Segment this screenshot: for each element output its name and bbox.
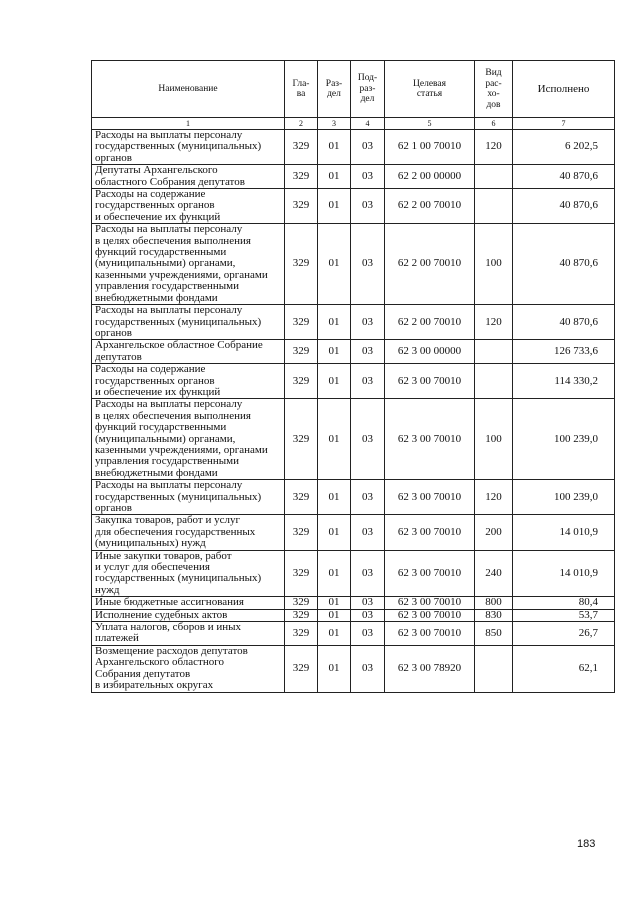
- row-subsection-cell: 03: [351, 165, 385, 189]
- row-subsection-cell: 03: [351, 224, 385, 305]
- row-chapter-cell: 329: [285, 622, 318, 646]
- row-expense-type-cell: [475, 645, 513, 692]
- row-name-cell: Уплата налогов, сборов и иных платежей: [92, 622, 285, 646]
- row-chapter-cell: 329: [285, 597, 318, 609]
- table-row: [92, 550, 615, 597]
- row-section-cell: 01: [318, 305, 351, 340]
- row-expense-type-cell: [475, 165, 513, 189]
- row-subsection-cell: 03: [351, 305, 385, 340]
- row-section-cell: 01: [318, 165, 351, 189]
- header-executed: Исполнено: [513, 61, 615, 118]
- row-name-cell: Расходы на содержание государственных органов и обеспечение их функций: [92, 364, 285, 399]
- row-executed-cell: 40 870,6: [513, 165, 615, 189]
- row-target-cell: 62 1 00 70010: [385, 130, 475, 165]
- row-expense-type-cell: 120: [475, 480, 513, 515]
- column-index: 1: [92, 118, 285, 130]
- row-expense-type-cell: [475, 364, 513, 399]
- row-chapter-cell: 329: [285, 165, 318, 189]
- row-executed-cell: 40 870,6: [513, 189, 615, 224]
- row-name-cell: Иные бюджетные ассигнования: [92, 597, 285, 609]
- row-name-cell: Расходы на содержание государственных органов и обеспечение их функций: [92, 189, 285, 224]
- row-target-cell: 62 3 00 70010: [385, 399, 475, 480]
- row-section-cell: 01: [318, 399, 351, 480]
- row-section-cell: 01: [318, 515, 351, 550]
- table-row: [92, 597, 615, 609]
- table-body: [92, 130, 615, 693]
- row-expense-type-cell: 120: [475, 130, 513, 165]
- row-subsection-cell: 03: [351, 550, 385, 597]
- row-target-cell: 62 3 00 70010: [385, 364, 475, 399]
- row-target-cell: 62 3 00 78920: [385, 645, 475, 692]
- row-executed-cell: 40 870,6: [513, 305, 615, 340]
- row-chapter-cell: 329: [285, 305, 318, 340]
- row-target-cell: 62 3 00 70010: [385, 622, 475, 646]
- row-executed-cell: 100 239,0: [513, 399, 615, 480]
- row-section-cell: 01: [318, 364, 351, 399]
- row-subsection-cell: 03: [351, 130, 385, 165]
- column-index: 3: [318, 118, 351, 130]
- row-chapter-cell: 329: [285, 130, 318, 165]
- row-subsection-cell: 03: [351, 597, 385, 609]
- row-target-cell: 62 3 00 70010: [385, 597, 475, 609]
- table-row: [92, 609, 615, 621]
- table-row: [92, 515, 615, 550]
- row-name-cell: Возмещение расходов депутатов Архангельского областного Собрания депутатов в избирательных округах: [92, 645, 285, 692]
- row-executed-cell: 62,1: [513, 645, 615, 692]
- row-expense-type-cell: [475, 340, 513, 364]
- row-expense-type-cell: 100: [475, 399, 513, 480]
- header-row: [92, 61, 615, 118]
- row-chapter-cell: 329: [285, 189, 318, 224]
- row-section-cell: 01: [318, 189, 351, 224]
- row-section-cell: 01: [318, 609, 351, 621]
- header-chapter: Гла- ва: [285, 61, 318, 118]
- row-expense-type-cell: 240: [475, 550, 513, 597]
- row-expense-type-cell: 800: [475, 597, 513, 609]
- page-number: 183: [577, 838, 596, 850]
- row-expense-type-cell: 830: [475, 609, 513, 621]
- row-chapter-cell: 329: [285, 645, 318, 692]
- table-row: [92, 364, 615, 399]
- row-chapter-cell: 329: [285, 480, 318, 515]
- row-target-cell: 62 2 00 00000: [385, 165, 475, 189]
- row-expense-type-cell: [475, 189, 513, 224]
- row-subsection-cell: 03: [351, 364, 385, 399]
- budget-table: [91, 60, 615, 693]
- row-chapter-cell: 329: [285, 399, 318, 480]
- header-expense-type: Вид рас- хо- дов: [475, 61, 513, 118]
- table-row: [92, 645, 615, 692]
- table-row: [92, 622, 615, 646]
- header-name: Наименование: [92, 61, 285, 118]
- column-index: 4: [351, 118, 385, 130]
- row-name-cell: Иные закупки товаров, работ и услуг для обеспечения государственных (муниципальных) нужд: [92, 550, 285, 597]
- row-section-cell: 01: [318, 622, 351, 646]
- row-subsection-cell: 03: [351, 645, 385, 692]
- row-section-cell: 01: [318, 597, 351, 609]
- row-expense-type-cell: 100: [475, 224, 513, 305]
- row-section-cell: 01: [318, 340, 351, 364]
- row-name-cell: Исполнение судебных актов: [92, 609, 285, 621]
- row-executed-cell: 26,7: [513, 622, 615, 646]
- row-executed-cell: 14 010,9: [513, 515, 615, 550]
- row-target-cell: 62 3 00 70010: [385, 609, 475, 621]
- header-section: Раз- дел: [318, 61, 351, 118]
- row-subsection-cell: 03: [351, 399, 385, 480]
- row-section-cell: 01: [318, 645, 351, 692]
- table-row: [92, 224, 615, 305]
- row-chapter-cell: 329: [285, 340, 318, 364]
- column-index: 2: [285, 118, 318, 130]
- row-executed-cell: 114 330,2: [513, 364, 615, 399]
- row-chapter-cell: 329: [285, 515, 318, 550]
- row-executed-cell: 126 733,6: [513, 340, 615, 364]
- row-subsection-cell: 03: [351, 515, 385, 550]
- row-target-cell: 62 2 00 70010: [385, 305, 475, 340]
- column-index-row: [92, 118, 615, 130]
- row-target-cell: 62 3 00 00000: [385, 340, 475, 364]
- row-subsection-cell: 03: [351, 480, 385, 515]
- header-subsection: Под- раз- дел: [351, 61, 385, 118]
- row-target-cell: 62 2 00 70010: [385, 224, 475, 305]
- table-row: [92, 340, 615, 364]
- row-expense-type-cell: 120: [475, 305, 513, 340]
- row-name-cell: Депутаты Архангельского областного Собрания депутатов: [92, 165, 285, 189]
- table-row: [92, 480, 615, 515]
- row-target-cell: 62 3 00 70010: [385, 515, 475, 550]
- row-subsection-cell: 03: [351, 622, 385, 646]
- column-index: 7: [513, 118, 615, 130]
- row-executed-cell: 80,4: [513, 597, 615, 609]
- row-executed-cell: 53,7: [513, 609, 615, 621]
- row-chapter-cell: 329: [285, 224, 318, 305]
- row-executed-cell: 100 239,0: [513, 480, 615, 515]
- row-name-cell: Архангельское областное Собрание депутатов: [92, 340, 285, 364]
- table-row: [92, 399, 615, 480]
- row-name-cell: Расходы на выплаты персоналу государственных (муниципальных) органов: [92, 305, 285, 340]
- row-chapter-cell: 329: [285, 364, 318, 399]
- table-row: [92, 165, 615, 189]
- row-executed-cell: 14 010,9: [513, 550, 615, 597]
- header-target: Целевая статья: [385, 61, 475, 118]
- table-row: [92, 305, 615, 340]
- row-executed-cell: 6 202,5: [513, 130, 615, 165]
- row-name-cell: Закупка товаров, работ и услуг для обеспечения государственных (муниципальных) нужд: [92, 515, 285, 550]
- column-index: 5: [385, 118, 475, 130]
- row-subsection-cell: 03: [351, 609, 385, 621]
- column-index: 6: [475, 118, 513, 130]
- row-name-cell: Расходы на выплаты персоналу в целях обеспечения выполнения функций государственными (муниципальными) органами, казенными учреждениями, органами управления государственными внебюджетными фондами: [92, 224, 285, 305]
- row-executed-cell: 40 870,6: [513, 224, 615, 305]
- row-chapter-cell: 329: [285, 609, 318, 621]
- row-section-cell: 01: [318, 130, 351, 165]
- table-row: [92, 130, 615, 165]
- row-target-cell: 62 2 00 70010: [385, 189, 475, 224]
- row-target-cell: 62 3 00 70010: [385, 480, 475, 515]
- row-name-cell: Расходы на выплаты персоналу в целях обеспечения выполнения функций государственными (муниципальными) органами, казенными учреждениями, органами управления государственными внебюджетными фондами: [92, 399, 285, 480]
- row-chapter-cell: 329: [285, 550, 318, 597]
- row-expense-type-cell: 200: [475, 515, 513, 550]
- row-section-cell: 01: [318, 550, 351, 597]
- row-expense-type-cell: 850: [475, 622, 513, 646]
- row-section-cell: 01: [318, 224, 351, 305]
- row-name-cell: Расходы на выплаты персоналу государственных (муниципальных) органов: [92, 480, 285, 515]
- row-section-cell: 01: [318, 480, 351, 515]
- row-target-cell: 62 3 00 70010: [385, 550, 475, 597]
- row-subsection-cell: 03: [351, 340, 385, 364]
- table-row: [92, 189, 615, 224]
- row-name-cell: Расходы на выплаты персоналу государственных (муниципальных) органов: [92, 130, 285, 165]
- row-subsection-cell: 03: [351, 189, 385, 224]
